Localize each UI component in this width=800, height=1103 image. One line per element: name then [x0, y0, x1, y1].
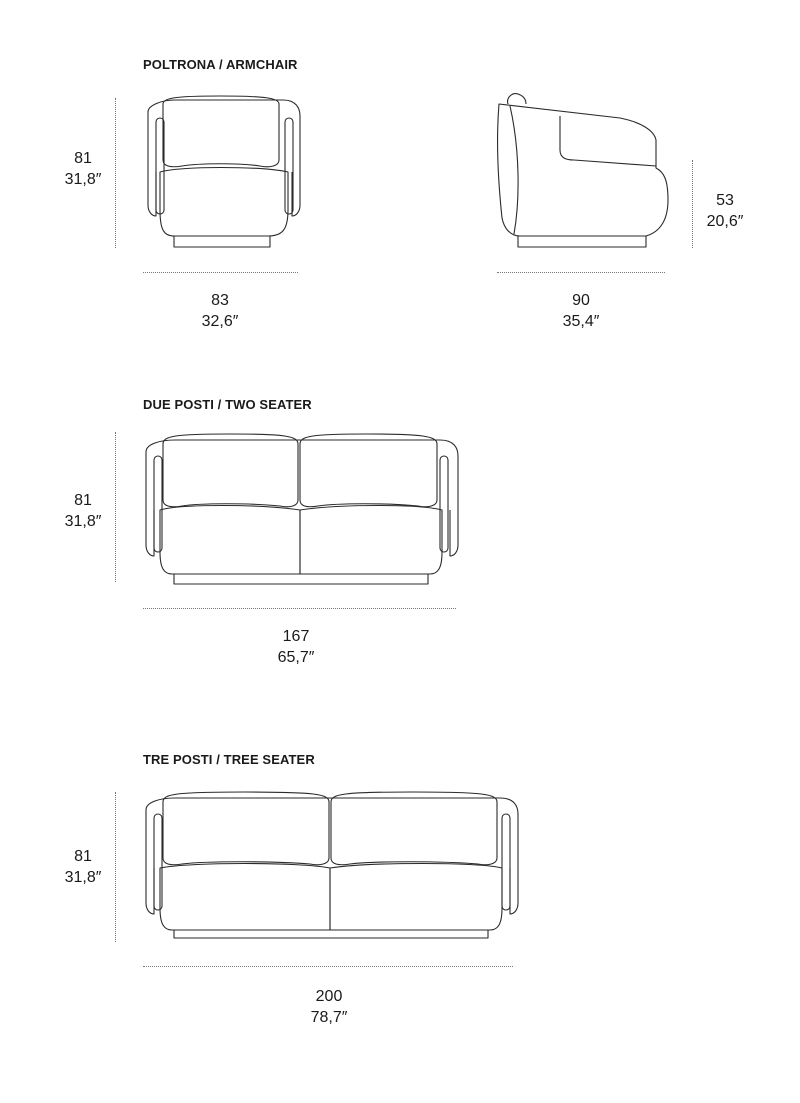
three-seater-width-cm: 200: [315, 988, 343, 1005]
three-seater-height-in: 31,8″: [64, 869, 102, 886]
two-seater-width-cm: 167: [282, 628, 310, 645]
section-title-armchair: POLTRONA / ARMCHAIR: [143, 57, 298, 72]
armchair-height-cm: 81: [74, 150, 92, 167]
two-seater-front-view: [146, 434, 458, 584]
section-title-two-seater: DUE POSTI / TWO SEATER: [143, 397, 312, 412]
two-seater-width-in: 65,7″: [277, 649, 315, 666]
armchair-front-view: [148, 96, 300, 247]
section-title-three-seater: TRE POSTI / TREE SEATER: [143, 752, 315, 767]
armchair-seat-height-in: 20,6″: [706, 213, 744, 230]
armchair-width-cm: 83: [211, 292, 229, 309]
armchair-depth-in: 35,4″: [562, 313, 600, 330]
two-seater-height-cm: 81: [74, 492, 92, 509]
armchair-width-in: 32,6″: [201, 313, 239, 330]
three-seater-front-view: [146, 792, 518, 938]
armchair-depth-cm: 90: [572, 292, 590, 309]
armchair-seat-height-cm: 53: [716, 192, 734, 209]
two-seater-height-in: 31,8″: [64, 513, 102, 530]
armchair-side-view: [498, 94, 668, 247]
three-seater-height-cm: 81: [74, 848, 92, 865]
three-seater-width-in: 78,7″: [310, 1009, 348, 1026]
armchair-height-in: 31,8″: [64, 171, 102, 188]
